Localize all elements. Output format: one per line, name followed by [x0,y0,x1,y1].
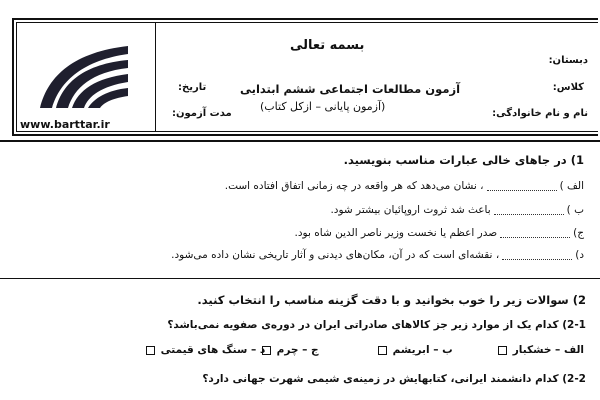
school-label: دبستان: [548,55,588,66]
header-separator [0,140,600,142]
option-d[interactable] [146,344,265,356]
section1-question: 1) در جاهای خالی عبارات مناسب بنویسید. [343,153,584,167]
blank-field[interactable] [502,251,572,260]
bismillah-title: بسمه تعالی [290,38,365,53]
date-label: تاریخ: [178,82,207,93]
duration-label: مدت آزمون: [172,108,232,119]
item-prefix: د) [575,249,584,261]
option-a-label: الف – خشکبار [512,344,584,356]
logo-divider [155,22,156,132]
list-item [225,180,584,192]
class-label: کلاس: [552,82,584,93]
checkbox-icon[interactable] [146,346,155,355]
barttar-logo-icon [30,40,130,110]
website-label: www.barttar.ir [20,118,110,131]
option-d-label: د – سنگ های قیمتی [160,344,266,356]
checkbox-icon[interactable] [378,346,387,355]
item-prefix: الف ) [559,180,584,192]
question-2-2: 2-2) کدام دانشمند ایرانی، کتابهایش در زمینه‌ی شیمی شهرت جهانی دارد؟ [202,373,586,385]
question-2-1: 2-1) کدام یک از موارد زیر جز کالاهای صادراتی ایران در دوره‌ی صفویه نمی‌باشد؟ [167,319,586,331]
blank-field[interactable] [487,182,557,191]
blank-field[interactable] [500,229,570,238]
item-text: ، نشان می‌دهد که هر واقعه در چه زمانی اتفاق افتاده است. [224,180,484,192]
name-label: نام و نام خانوادگی: [492,108,588,119]
option-c-label: ج – چرم [276,344,319,356]
section2-question: 2) سوالات زیر را خوب بخوانید و با دقت گزینه مناسب را انتخاب کنید. [197,293,586,307]
list-item [171,249,584,261]
section-separator [0,278,600,279]
item-text: باعث شد ثروت اروپائیان بیشتر شود. [330,204,491,216]
item-prefix: ب ) [566,204,584,216]
item-text: ، نقشه‌ای است که در آن، مکان‌های دیدنی و آثار تاریخی نشان داده می‌شود. [171,249,500,261]
option-b-label: ب – ابریشم [392,344,453,356]
item-prefix: ج) [573,227,584,239]
item-text: صدر اعظم یا نخست وزیر ناصر الدین شاه بود. [294,227,498,239]
list-item [295,227,584,239]
blank-field[interactable] [494,206,564,215]
option-b[interactable] [378,344,453,356]
exam-title: آزمون مطالعات اجتماعی ششم ابتدایی [240,82,461,96]
option-c[interactable] [262,344,319,356]
option-a[interactable] [498,344,584,356]
list-item [330,204,584,216]
checkbox-icon[interactable] [498,346,507,355]
exam-subtitle: (آزمون پایانی – ازکل کتاب) [260,100,386,113]
